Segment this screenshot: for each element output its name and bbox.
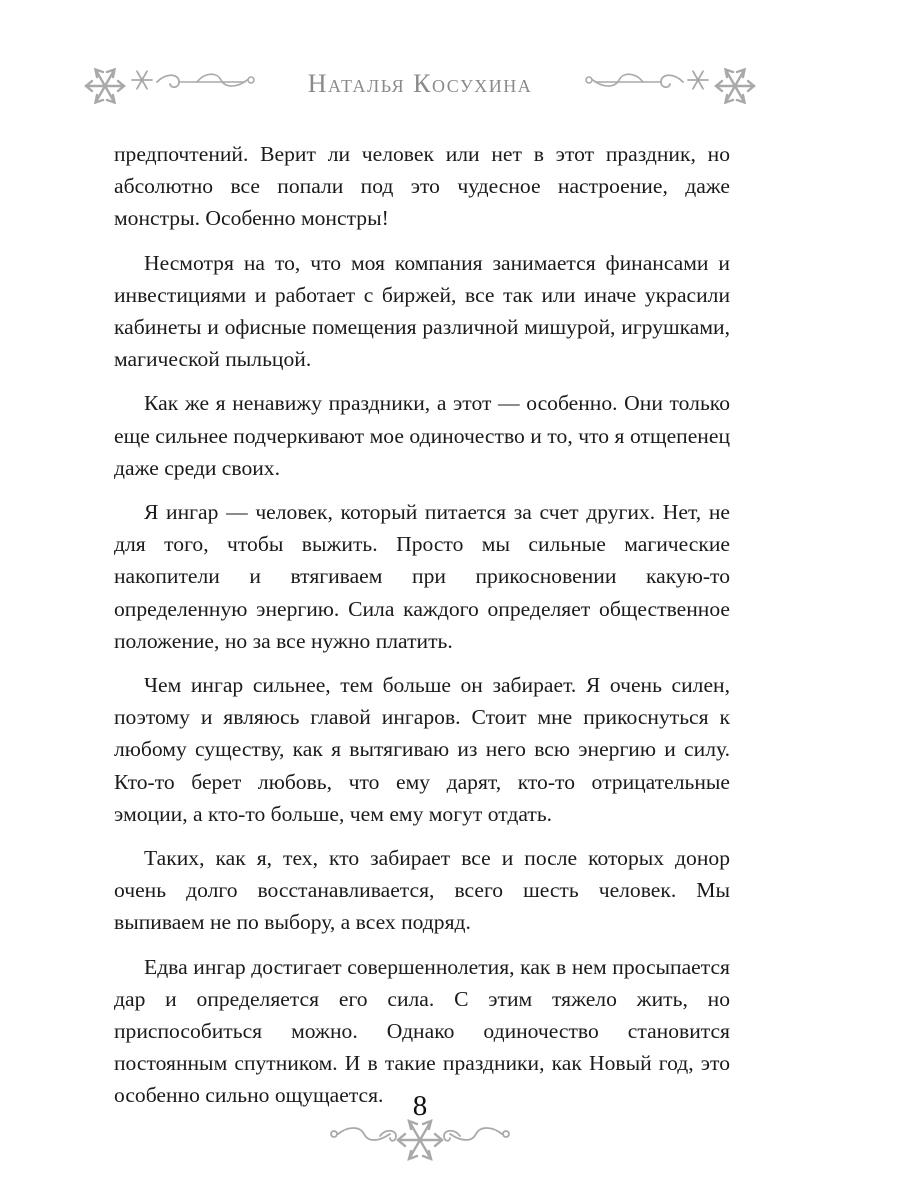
paragraph: Чем ингар сильнее, тем больше он забирает. Я очень силен, поэтому и являюсь главой ингаров. Стоит мне прикоснуться к любому существу, как я вытягиваю из него всю энергию и силу. Кто-то берет любовь, что ему дарят, кто-то отрицательные эмоции, а кто-то больше, чем ему могут отдать.	[114, 673, 730, 826]
paragraph: Как же я ненавижу праздники, а этот — особенно. Они только еще сильнее подчеркивают мое одиночество и то, что я отщепенец даже среди своих.	[114, 391, 730, 480]
paragraph: Несмотря на то, что моя компания занимается финансами и инвестициями и работает с биржей, все так или иначе украсили кабинеты и офисные помещения различной мишурой, игрушками, магической пыльцой.	[114, 250, 730, 372]
paragraph: Я ингар — человек, который питается за счет других. Нет, не для того, чтобы выжить. Просто мы сильные магические накопители и втягиваем при прикосновении какую-то определенную энергию. Сила каждого определяет общественное положение, но за все нужно платить.	[114, 500, 730, 653]
paragraph: предпочтений. Верит ли человек или нет в этот праздник, но абсолютно все попали под это чудесное настроение, даже монстры. Особенно монстры!	[114, 142, 730, 231]
body-text	[114, 138, 730, 1124]
page-number: 8	[412, 1090, 428, 1122]
snowflake-flourish-icon	[585, 58, 765, 114]
paragraph: Таких, как я, тех, кто забирает все и после которых донор очень долго восстанавливается, всего шесть человек. Мы выпиваем не по выбору, а всех подряд.	[114, 846, 730, 935]
running-head: Наталья Косухина	[307, 69, 533, 98]
snowflake-flourish-icon	[320, 1118, 520, 1166]
page-header	[75, 58, 765, 114]
paragraph: Едва ингар достигает совершеннолетия, как в нем просыпается дар и определяется его сила. С этим тяжело жить, но приспособиться можно. Однако одиночество становится постоянным спутником. И в такие праздники, как Новый год, это особенно сильно ощущается.	[114, 954, 730, 1108]
